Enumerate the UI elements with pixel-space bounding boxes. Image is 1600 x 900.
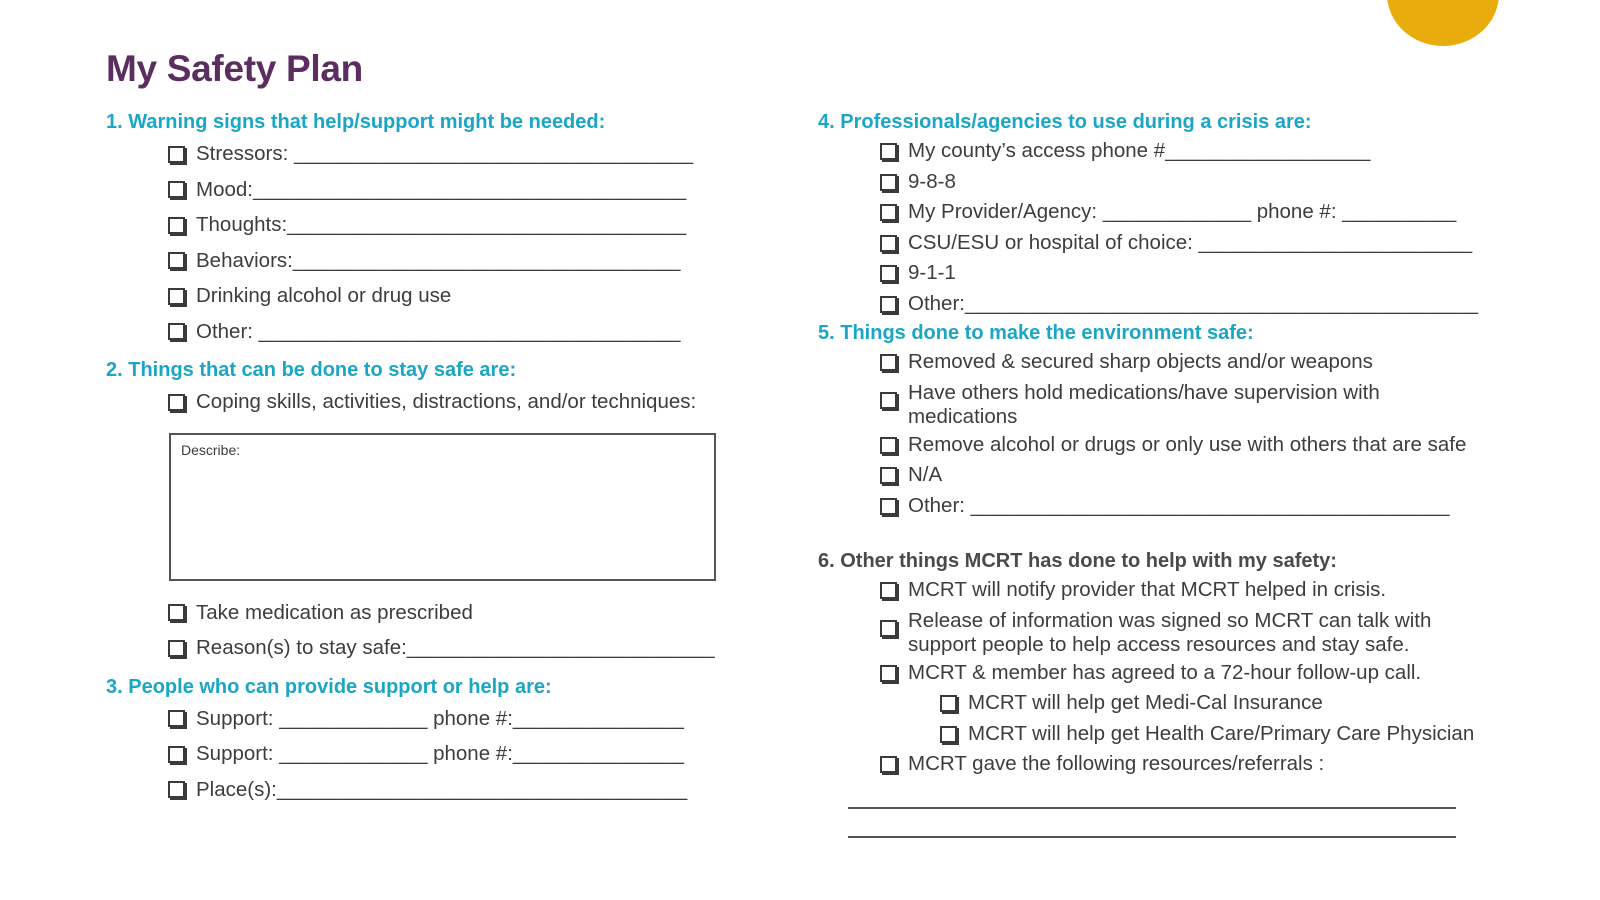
item-label: Removed & secured sharp objects and/or weapons bbox=[908, 350, 1373, 373]
checklist-item-release-info[interactable] bbox=[818, 606, 1518, 658]
item-label: MCRT will help get Medi-Cal Insurance bbox=[968, 691, 1323, 714]
checklist-item-drinking[interactable] bbox=[106, 278, 756, 314]
item-label: 9-1-1 bbox=[908, 261, 956, 284]
item-label: Stressors: ___________________________________ bbox=[196, 142, 694, 165]
item-label: Other: _____________________________________ bbox=[196, 319, 681, 343]
checkbox[interactable] bbox=[880, 467, 897, 484]
checkbox[interactable] bbox=[880, 665, 897, 682]
checkbox[interactable] bbox=[168, 288, 185, 305]
describe-textbox[interactable] bbox=[169, 433, 716, 581]
item-label: Behaviors:__________________________________ bbox=[196, 248, 681, 272]
checkbox[interactable] bbox=[880, 437, 897, 454]
item-label: Coping skills, activities, distractions, and/or techniques: bbox=[196, 390, 697, 413]
checkbox[interactable] bbox=[880, 235, 897, 252]
checklist-item-reasons[interactable] bbox=[106, 630, 756, 666]
right-column bbox=[818, 108, 1518, 838]
checkbox[interactable] bbox=[168, 746, 185, 763]
checklist-item-support-2[interactable] bbox=[106, 736, 756, 772]
item-label: MCRT gave the following resources/referrals : bbox=[908, 752, 1325, 775]
decorative-circle bbox=[1387, 0, 1499, 46]
checklist-item-other-env[interactable] bbox=[818, 491, 1518, 522]
section-4-heading: 4. Professionals/agencies to use during a crisis are: bbox=[818, 111, 1312, 133]
item-label: Other:_____________________________________________ bbox=[908, 291, 1479, 315]
checkbox[interactable] bbox=[168, 604, 185, 621]
item-label: N/A bbox=[908, 463, 943, 486]
checklist-item-county-phone[interactable] bbox=[818, 136, 1518, 167]
checklist-item-places[interactable] bbox=[106, 772, 756, 808]
checkbox[interactable] bbox=[880, 265, 897, 282]
item-label: Thoughts:___________________________________ bbox=[196, 213, 687, 236]
checkbox[interactable] bbox=[168, 146, 185, 163]
checkbox[interactable] bbox=[940, 726, 957, 743]
checkbox[interactable] bbox=[168, 640, 185, 657]
checkbox[interactable] bbox=[880, 204, 897, 221]
checklist-item-988[interactable] bbox=[818, 167, 1518, 198]
section-5-heading: 5. Things done to make the environment safe: bbox=[818, 322, 1254, 344]
checklist-item-provider[interactable] bbox=[818, 197, 1518, 228]
checklist-item-mood[interactable] bbox=[106, 172, 756, 208]
checklist-item-follow-up[interactable] bbox=[818, 658, 1518, 689]
item-label: Support: _____________ phone #:_______________ bbox=[196, 706, 684, 730]
checklist-item-primary-care[interactable] bbox=[818, 719, 1518, 750]
item-label: Place(s):____________________________________ bbox=[196, 777, 688, 801]
checkbox[interactable] bbox=[168, 781, 185, 798]
item-label: Take medication as prescribed bbox=[196, 600, 473, 624]
checkbox[interactable] bbox=[880, 296, 897, 313]
item-label: CSU/ESU or hospital of choice: ________________________ bbox=[908, 230, 1473, 254]
checkbox[interactable] bbox=[168, 217, 185, 234]
checklist-item-remove-alcohol[interactable] bbox=[818, 430, 1518, 461]
checkbox[interactable] bbox=[168, 394, 185, 411]
checklist-item-other[interactable] bbox=[106, 314, 756, 350]
checklist-item-csu-esu[interactable] bbox=[818, 228, 1518, 259]
checkbox[interactable] bbox=[880, 756, 897, 773]
checklist-item-na[interactable] bbox=[818, 460, 1518, 491]
item-label: Remove alcohol or drugs or only use with others that are safe bbox=[908, 432, 1467, 456]
item-label: Reason(s) to stay safe:___________________________ bbox=[196, 636, 715, 659]
item-label: MCRT will help get Health Care/Primary Care Physician bbox=[968, 721, 1475, 745]
section-6-heading: 6. Other things MCRT has done to help with my safety: bbox=[818, 550, 1337, 572]
item-label: Support: _____________ phone #:_______________ bbox=[196, 742, 684, 765]
item-label: 9-8-8 bbox=[908, 169, 956, 193]
section-2-heading: 2. Things that can be done to stay safe are: bbox=[106, 359, 517, 381]
checklist-item-thoughts[interactable] bbox=[106, 207, 756, 243]
checklist-item-911[interactable] bbox=[818, 258, 1518, 289]
checkbox[interactable] bbox=[880, 620, 897, 637]
checkbox[interactable] bbox=[880, 498, 897, 515]
checkbox[interactable] bbox=[940, 695, 957, 712]
checklist-item-other-agency[interactable] bbox=[818, 289, 1518, 320]
item-label: Mood:______________________________________ bbox=[196, 177, 687, 201]
resources-blank-line-1[interactable] bbox=[848, 780, 1456, 809]
checklist-item-medi-cal[interactable] bbox=[818, 688, 1518, 719]
page-title: My Safety Plan bbox=[106, 48, 363, 89]
item-label: My county’s access phone #__________________ bbox=[908, 139, 1371, 162]
checkbox[interactable] bbox=[168, 710, 185, 727]
checkbox[interactable] bbox=[880, 392, 897, 409]
section-1-heading: 1. Warning signs that help/support might be needed: bbox=[106, 111, 606, 133]
item-label: My Provider/Agency: _____________ phone #: __________ bbox=[908, 200, 1457, 223]
checklist-item-stressors[interactable] bbox=[106, 136, 756, 172]
checklist-item-coping[interactable] bbox=[106, 384, 756, 420]
item-label: Drinking alcohol or drug use bbox=[196, 284, 452, 307]
checkbox[interactable] bbox=[880, 174, 897, 191]
checklist-item-sharp-objects[interactable] bbox=[818, 347, 1518, 378]
checklist-item-resources[interactable] bbox=[818, 749, 1518, 780]
item-label: Release of information was signed so MCRT can talk with support people to help access resources and stay safe. bbox=[908, 608, 1432, 656]
checkbox[interactable] bbox=[168, 323, 185, 340]
checkbox[interactable] bbox=[880, 143, 897, 160]
checklist-item-notify-provider[interactable] bbox=[818, 575, 1518, 606]
item-label: Have others hold medications/have supervision with medications bbox=[908, 380, 1380, 428]
checklist-item-behaviors[interactable] bbox=[106, 243, 756, 279]
checkbox[interactable] bbox=[168, 252, 185, 269]
item-label: MCRT will notify provider that MCRT helped in crisis. bbox=[908, 578, 1387, 601]
item-label: Other: __________________________________________ bbox=[908, 493, 1450, 517]
checklist-item-hold-medications[interactable] bbox=[818, 378, 1518, 430]
checklist-item-medication[interactable] bbox=[106, 595, 756, 631]
resources-blank-line-2[interactable] bbox=[848, 809, 1456, 838]
left-column bbox=[106, 108, 756, 807]
checkbox[interactable] bbox=[880, 354, 897, 371]
checklist-item-support-1[interactable] bbox=[106, 701, 756, 737]
item-label: MCRT & member has agreed to a 72-hour follow-up call. bbox=[908, 660, 1422, 684]
checkbox[interactable] bbox=[880, 582, 897, 599]
section-3-heading: 3. People who can provide support or help are: bbox=[106, 675, 552, 698]
checkbox[interactable] bbox=[168, 181, 185, 198]
describe-label: Describe: bbox=[181, 441, 241, 458]
